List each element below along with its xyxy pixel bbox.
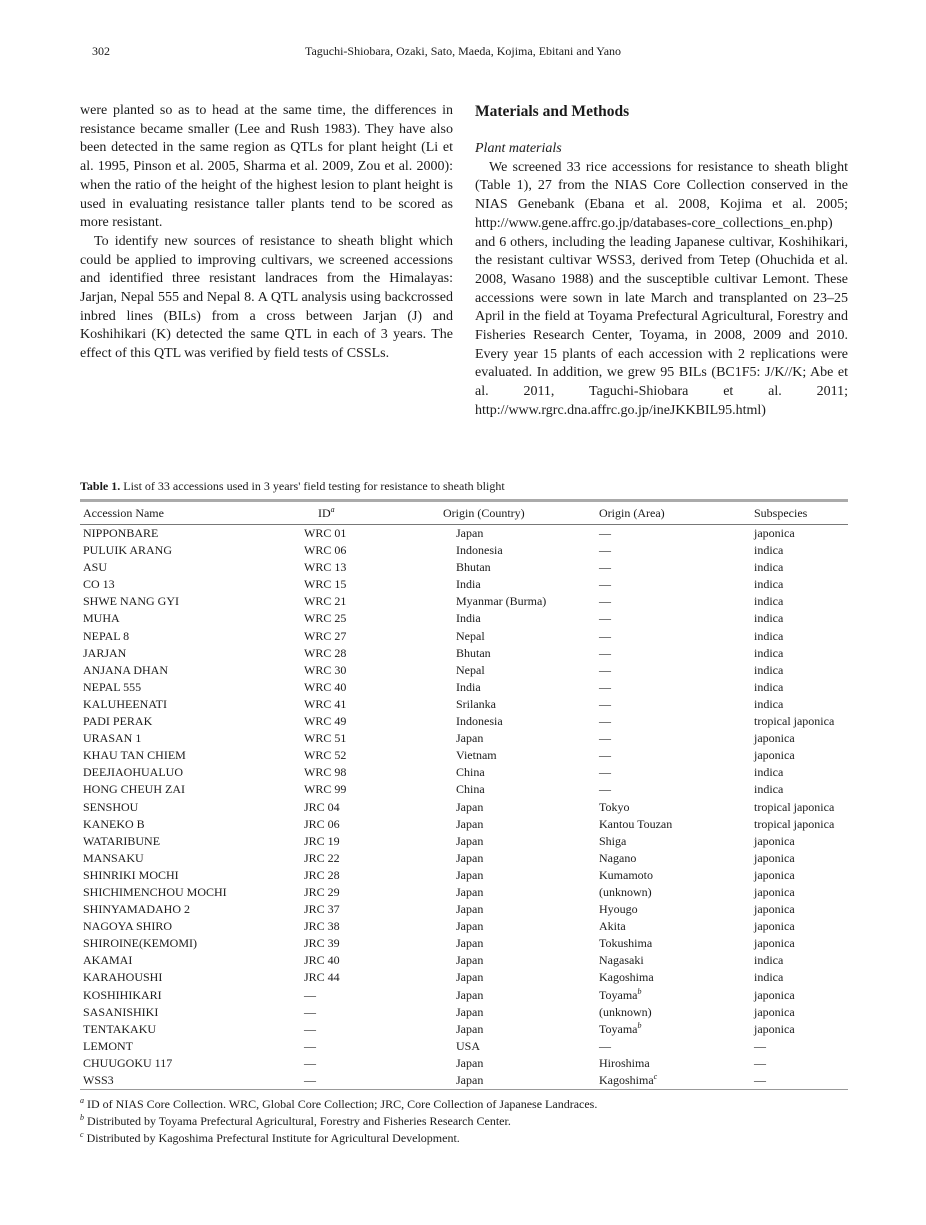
- subspecies: indica: [754, 782, 784, 797]
- accession-name: SHINYAMADAHO 2: [83, 902, 191, 917]
- table-row: [80, 679, 848, 696]
- accession-name: KHAU TAN CHIEM: [83, 748, 186, 763]
- right-column: [475, 102, 848, 421]
- origin-country: India: [456, 679, 481, 694]
- origin-area: Nagasaki: [599, 953, 644, 968]
- subspecies: indica: [754, 577, 784, 592]
- accession-name: SHWE NANG GYI: [83, 594, 179, 609]
- table-row: [80, 525, 848, 543]
- origin-country: Japan: [456, 884, 484, 899]
- origin-country: Indonesia: [456, 714, 503, 729]
- subspecies: —: [754, 1038, 766, 1053]
- accession-name: NEPAL 8: [83, 628, 130, 643]
- accession-id: —: [304, 1021, 316, 1036]
- accession-name: SHIROINE(KEMOMI): [83, 936, 197, 951]
- subspecies: japonica: [754, 526, 795, 540]
- running-header-authors: Taguchi-Shiobara, Ozaki, Sato, Maeda, Kojima, Ebitani and Yano: [304, 44, 622, 58]
- accession-name: NIPPONBARE: [83, 526, 159, 540]
- origin-area: —: [599, 611, 611, 626]
- origin-country: Japan: [456, 799, 484, 814]
- subspecies: japonica: [754, 936, 795, 951]
- accession-name: KOSHIHIKARI: [83, 987, 162, 1002]
- origin-area: —: [599, 696, 611, 711]
- table-row: [80, 918, 848, 935]
- accession-id: JRC 37: [304, 902, 340, 917]
- subspecies: japonica: [754, 902, 795, 917]
- subspecies: japonica: [754, 1004, 795, 1019]
- origin-country: Japan: [456, 1021, 484, 1036]
- subspecies: japonica: [754, 987, 795, 1002]
- accession-name: AKAMAI: [83, 953, 133, 968]
- origin-area: Tokushima: [599, 936, 653, 951]
- origin-area: Nagano: [599, 850, 637, 865]
- origin-area: —: [599, 594, 611, 609]
- accession-name: WSS3: [80, 1072, 304, 1090]
- table-row: [80, 747, 848, 764]
- subspecies: —: [754, 1072, 848, 1090]
- accession-name: PADI PERAK: [83, 714, 153, 729]
- origin-area: —: [599, 628, 611, 643]
- accession-id: WRC 21: [304, 594, 347, 609]
- accession-name: MUHA: [83, 611, 120, 626]
- subspecies: indica: [754, 679, 784, 694]
- accession-id: —: [304, 1055, 316, 1070]
- accession-name: SENSHOU: [83, 799, 139, 814]
- accession-id: WRC 52: [304, 748, 347, 763]
- table-row: [80, 867, 848, 884]
- accession-id: JRC 04: [304, 799, 340, 814]
- table-row: [80, 593, 848, 610]
- accession-id: JRC 38: [304, 919, 340, 934]
- origin-area: —: [599, 560, 611, 575]
- table-row: [80, 730, 848, 747]
- subspecies: indica: [754, 645, 784, 660]
- subspecies: tropical japonica: [754, 714, 835, 729]
- origin-area: Kagoshima$^c$: [596, 1072, 754, 1090]
- paragraph: We screened 33 rice accessions for resistance to sheath blight (Table 1), 27 from the NIAS Core Collection conserved in the NIAS Genebank (Ebana et al. 2008, Kojima et al. 2005; http://www.gene.affrc.go.jp/databases-core_collections_en.php) and 6 others, including the leading Japanese cultivar, Koshihikari, the resistant cultivar WSS3, derived from Tetep (Ohuchida et al. 2008, Wasano 1988) and the susceptible cultivar Lemont. These accessions were sown in late March and transplanted on 23–25 April in the field at Toyama Prefectural Agricultural, Forestry and Fisheries Research Center, Toyama, in 2008, 2009 and 2010. Every year 15 plants of each accession with 2 replications were evaluated. In addition, we grew 95 BILs (BC1F5: J/K//K; Abe et al. 2011, Taguchi-Shiobara et al. 2011; http://www.rgrc.dna.affrc.go.jp/ineJKKBIL95.html): [475, 159, 848, 418]
- origin-country: Japan: [456, 867, 484, 882]
- header-origin-area: Origin (Area): [599, 505, 665, 520]
- table-footnote: $^a$ ID of NIAS Core Collection. WRC, Global Core Collection; JRC, Core Collection of Japanese Landraces.: [80, 1096, 598, 1111]
- origin-country: Japan: [456, 1055, 484, 1070]
- accessions-table: [80, 499, 848, 1090]
- table-row: [80, 1021, 848, 1038]
- subspecies: japonica: [754, 1021, 795, 1036]
- accession-name: TENTAKAKU: [83, 1021, 157, 1036]
- table-row: [80, 610, 848, 627]
- accession-id: —: [304, 1004, 316, 1019]
- table-caption: [80, 479, 505, 494]
- subspecies: indica: [754, 611, 784, 626]
- table-row: [80, 884, 848, 901]
- origin-area: Kumamoto: [599, 867, 653, 882]
- accession-name: KANEKO B: [83, 816, 145, 831]
- subspecies: tropical japonica: [754, 816, 835, 831]
- accession-id: —: [304, 1072, 443, 1090]
- origin-area: —: [599, 526, 611, 540]
- subspecies: indica: [754, 662, 784, 677]
- subspecies: japonica: [754, 919, 795, 934]
- table-row: [80, 1055, 848, 1072]
- table-row: [80, 559, 848, 576]
- subspecies: —: [754, 1055, 766, 1070]
- subspecies: japonica: [754, 731, 795, 746]
- accession-id: WRC 13: [304, 560, 347, 575]
- subspecies: japonica: [754, 884, 795, 899]
- accession-id: JRC 28: [304, 867, 340, 882]
- accession-name: SHINRIKI MOCHI: [83, 867, 179, 882]
- accession-id: JRC 44: [304, 970, 340, 985]
- origin-country: Japan: [456, 919, 484, 934]
- header-origin-country: Origin (Country): [443, 505, 525, 520]
- accession-id: WRC 01: [304, 526, 347, 540]
- accession-id: —: [304, 1038, 316, 1053]
- origin-country: Bhutan: [456, 560, 491, 575]
- accession-name: NAGOYA SHIRO: [83, 919, 173, 934]
- table-row: [80, 628, 848, 645]
- origin-area: —: [599, 1038, 611, 1053]
- accession-id: WRC 25: [304, 611, 347, 626]
- header-accession-name: Accession Name: [83, 505, 164, 520]
- accession-id: —: [304, 987, 316, 1002]
- subspecies: indica: [754, 594, 784, 609]
- origin-area: Toyama$^b$: [599, 986, 642, 1002]
- table-row: [80, 935, 848, 952]
- origin-area: —: [599, 731, 611, 746]
- origin-area: —: [599, 577, 611, 592]
- table-row: [80, 662, 848, 679]
- origin-country: Indonesia: [456, 543, 503, 558]
- origin-area: Hyougo: [599, 902, 638, 917]
- accession-id: WRC 49: [304, 714, 347, 729]
- table-row: [80, 901, 848, 918]
- paragraph: To identify new sources of resistance to sheath blight which could be applied to improving cultivars, we screened accessions and identified three resistant landraces from the Himalayas: Jarjan, Nepal 555 and Nepal 8. A QTL analysis using backcrossed inbred lines (BILs) from a cross between Jarjan (J) and Koshihikari (K) detected the same QTL in each of 3 years. The effect of this QTL was verified by field tests of CSSLs.: [80, 233, 453, 362]
- subspecies: indica: [754, 970, 784, 985]
- origin-country: India: [456, 577, 481, 592]
- origin-country: Japan: [443, 1072, 596, 1090]
- origin-area: Shiga: [599, 833, 627, 848]
- accession-name: KALUHEENATI: [83, 696, 167, 711]
- table-row: [80, 987, 848, 1004]
- origin-area: Hiroshima: [599, 1055, 650, 1070]
- accession-name: SHICHIMENCHOU MOCHI: [83, 884, 227, 899]
- origin-area: Toyama$^b$: [599, 1020, 642, 1036]
- origin-area: —: [599, 765, 611, 780]
- accession-id: JRC 06: [304, 816, 340, 831]
- subspecies: indica: [754, 953, 784, 968]
- table-row: [80, 969, 848, 986]
- table-row: [80, 1072, 848, 1090]
- subspecies: japonica: [754, 867, 795, 882]
- accession-name: LEMONT: [83, 1038, 133, 1053]
- table-row: [80, 645, 848, 662]
- origin-area: —: [599, 714, 611, 729]
- subspecies: japonica: [754, 850, 795, 865]
- origin-country: Myanmar (Burma): [456, 594, 547, 609]
- accession-id: WRC 30: [304, 662, 347, 677]
- origin-area: —: [599, 662, 611, 677]
- origin-country: Japan: [456, 936, 484, 951]
- origin-country: Bhutan: [456, 645, 491, 660]
- subspecies: indica: [754, 696, 784, 711]
- origin-area: (unknown): [599, 1004, 652, 1019]
- origin-area: (unknown): [599, 884, 652, 899]
- accession-id: WRC 15: [304, 577, 347, 592]
- subspecies: indica: [754, 543, 784, 558]
- accession-name: CHUUGOKU 117: [83, 1055, 173, 1070]
- origin-area: Akita: [599, 919, 626, 934]
- table-row: [80, 764, 848, 781]
- origin-country: Japan: [456, 731, 484, 746]
- origin-country: Srilanka: [456, 696, 496, 711]
- origin-country: Vietnam: [456, 748, 497, 763]
- table-row: [80, 799, 848, 816]
- accession-name: DEEJIAOHUALUO: [83, 765, 183, 780]
- subspecies: indica: [754, 628, 784, 643]
- header-subspecies: Subspecies: [754, 505, 808, 520]
- accession-id: JRC 29: [304, 884, 340, 899]
- table-row: [80, 781, 848, 798]
- accession-name: KARAHOUSHI: [83, 970, 163, 985]
- accession-id: JRC 19: [304, 833, 340, 848]
- origin-country: China: [456, 765, 485, 780]
- table-row: [80, 576, 848, 593]
- table-row: [80, 713, 848, 730]
- subspecies: japonica: [754, 833, 795, 848]
- table-row: [80, 816, 848, 833]
- origin-area: —: [599, 679, 611, 694]
- header-id: $ID^a$: [318, 504, 335, 520]
- origin-area: Tokyo: [599, 799, 630, 814]
- section-heading: Materials and Methods: [475, 103, 630, 120]
- accession-id: WRC 99: [304, 782, 347, 797]
- accession-id: WRC 40: [304, 679, 347, 694]
- accession-name: WATARIBUNE: [83, 833, 161, 848]
- origin-area: Kagoshima: [599, 970, 654, 985]
- caption-text: List of 33 accessions used in 3 years' field testing for resistance to sheath blight: [123, 479, 505, 493]
- origin-area: —: [599, 543, 611, 558]
- accession-name: CO 13: [83, 577, 115, 592]
- accession-id: JRC 22: [304, 850, 340, 865]
- accession-id: WRC 98: [304, 765, 347, 780]
- origin-country: Nepal: [456, 628, 485, 643]
- origin-country: China: [456, 782, 485, 797]
- origin-country: Japan: [456, 850, 484, 865]
- accession-name: PULUIK ARANG: [83, 543, 173, 558]
- page-number: 302: [92, 44, 110, 58]
- accession-name: ANJANA DHAN: [83, 662, 169, 677]
- origin-country: Japan: [456, 833, 484, 848]
- subspecies: indica: [754, 765, 784, 780]
- origin-country: India: [456, 611, 481, 626]
- accession-name: URASAN 1: [83, 731, 142, 746]
- origin-country: Japan: [456, 987, 484, 1002]
- accession-id: WRC 51: [304, 731, 347, 746]
- accession-id: JRC 40: [304, 953, 340, 968]
- subspecies: japonica: [754, 748, 795, 763]
- table-row: [80, 696, 848, 713]
- origin-country: Japan: [456, 953, 484, 968]
- accession-name: MANSAKU: [83, 850, 144, 865]
- origin-area: —: [599, 645, 611, 660]
- accession-id: WRC 27: [304, 628, 347, 643]
- table-footnote: $^c$ Distributed by Kagoshima Prefectural Institute for Agricultural Development.: [80, 1130, 460, 1145]
- origin-country: Japan: [456, 970, 484, 985]
- accession-id: WRC 41: [304, 696, 347, 711]
- table-footnote: $^b$ Distributed by Toyama Prefectural Agricultural, Forestry and Fisheries Research Center.: [80, 1113, 511, 1128]
- origin-area: —: [599, 748, 611, 763]
- origin-country: Nepal: [456, 662, 485, 677]
- table-row: [80, 542, 848, 559]
- origin-country: Japan: [456, 1004, 484, 1019]
- left-column: [80, 102, 453, 364]
- table-row: [80, 850, 848, 867]
- origin-country: Japan: [456, 902, 484, 917]
- table-row: [80, 1038, 848, 1055]
- table-row: [80, 833, 848, 850]
- table-header-row: [80, 501, 848, 525]
- origin-country: Japan: [456, 526, 484, 540]
- accession-name: HONG CHEUH ZAI: [83, 782, 185, 797]
- accession-name: JARJAN: [83, 645, 127, 660]
- subsection-heading: Plant materials: [475, 141, 562, 156]
- subspecies: tropical japonica: [754, 799, 835, 814]
- accession-name: SASANISHIKI: [83, 1004, 159, 1019]
- accession-id: JRC 39: [304, 936, 340, 951]
- origin-country: Japan: [456, 816, 484, 831]
- table-row: [80, 1004, 848, 1021]
- origin-area: Kantou Touzan: [599, 816, 673, 831]
- origin-area: —: [599, 782, 611, 797]
- subspecies: indica: [754, 560, 784, 575]
- accession-name: ASU: [83, 560, 108, 575]
- accession-name: NEPAL 555: [83, 679, 142, 694]
- accession-id: WRC 28: [304, 645, 347, 660]
- table-row: [80, 952, 848, 969]
- table-label: Table 1.: [80, 479, 121, 493]
- paragraph: were planted so as to head at the same time, the differences in resistance became smaller (Lee and Rush 1983). They have also been detected in the same region as QTLs for plant height (Li et al. 1995, Pinson et al. 2005, Sharma et al. 2009, Zou et al. 2000): when the ratio of the height of the highest lesion to plant height is used in evaluating resistance taller plants tend to be scored as more resistant.: [80, 103, 453, 231]
- origin-country: USA: [456, 1038, 481, 1053]
- accession-id: WRC 06: [304, 543, 347, 558]
